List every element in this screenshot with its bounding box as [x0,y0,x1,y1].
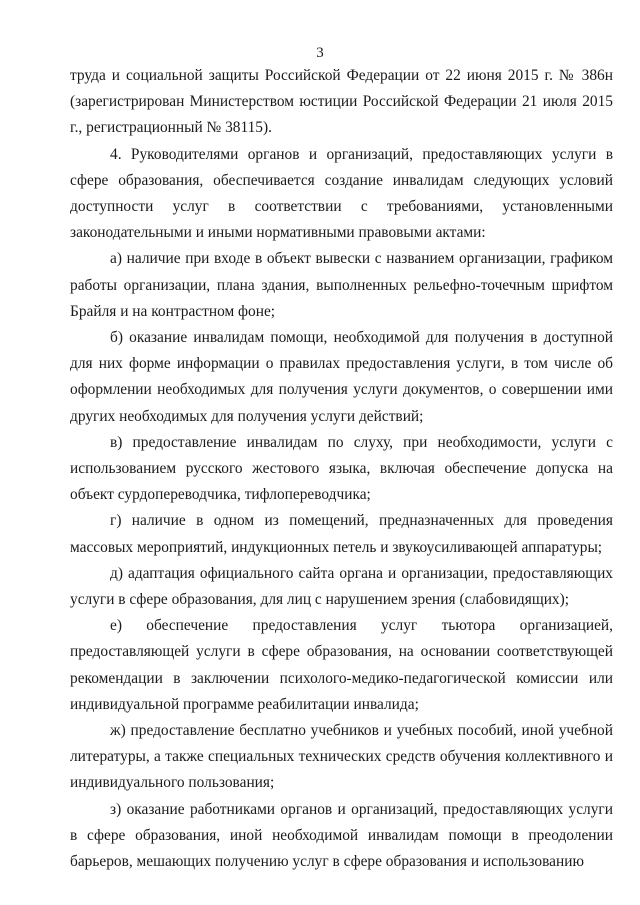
paragraph-item-d: д) адаптация официального сайта органа и организации, предоставляющих услуги в сфере образования, для лиц с нарушением зрения (слабовидящих); [70,564,613,609]
paragraph-item-g: г) наличие в одном из помещений, предназначенных для проведения массовых мероприятий, индукционных петель и звукоусиливающей аппаратуры; [70,512,613,556]
paragraph-item-v: в) предоставление инвалидам по слуху, при необходимости, услуги с использованием русского жестового языка, включая обеспечение допуска на объект сурдопереводчика, тифлопереводчика; [70,433,613,504]
paragraph-item-e: е) обеспечение предоставления услуг тьютора организацией, предоставляющей услуги в сфере образования, на основании соответствующей рекомендации в заключении психолого-медико-педагогической комиссии или индивидуальной программе реабилитации инвалида; [70,617,613,713]
document-body [70,63,613,875]
paragraph-continuation: труда и социальной защиты Российской Федерации от 22 июня 2015 г. № 386н (зарегистрирован Министерством юстиции Российской Федерации 21 июля 2015 г., регистрационный № 38115). [70,67,613,137]
paragraph-item-zh: ж) предоставление бесплатно учебников и учебных пособий, иной учебной литературы, а также специальных технических средств обучения коллективного и индивидуального пользования; [70,722,613,792]
page-number: 3 [316,45,324,61]
paragraph-item-z: з) оказание работниками органов и организаций, предоставляющих услуги в сфере образования, иной необходимой инвалидам помощи в преодолении барьеров, мешающих получению услуг в сфере образования и использованию [70,800,613,871]
paragraph-item-a: а) наличие при входе в объект вывески с названием организации, графиком работы организации, плана здания, выполненных рельефно-точечным шрифтом Брайля и на контрастном фоне; [70,250,613,320]
paragraph-item-4: 4. Руководителями органов и организаций, предоставляющих услуги в сфере образования, обеспечивается создание инвалидам следующих условий доступности услуг в соответствии с требованиями, установленными законодательными и иными нормативными правовыми актами: [70,145,613,242]
paragraph-item-b: б) оказание инвалидам помощи, необходимой для получения в доступной для них форме информации о правилах предоставления услуги, в том числе об оформлении необходимых для получения услуги документов, о совершении ими других необходимых для получения услуги действий; [70,329,613,425]
